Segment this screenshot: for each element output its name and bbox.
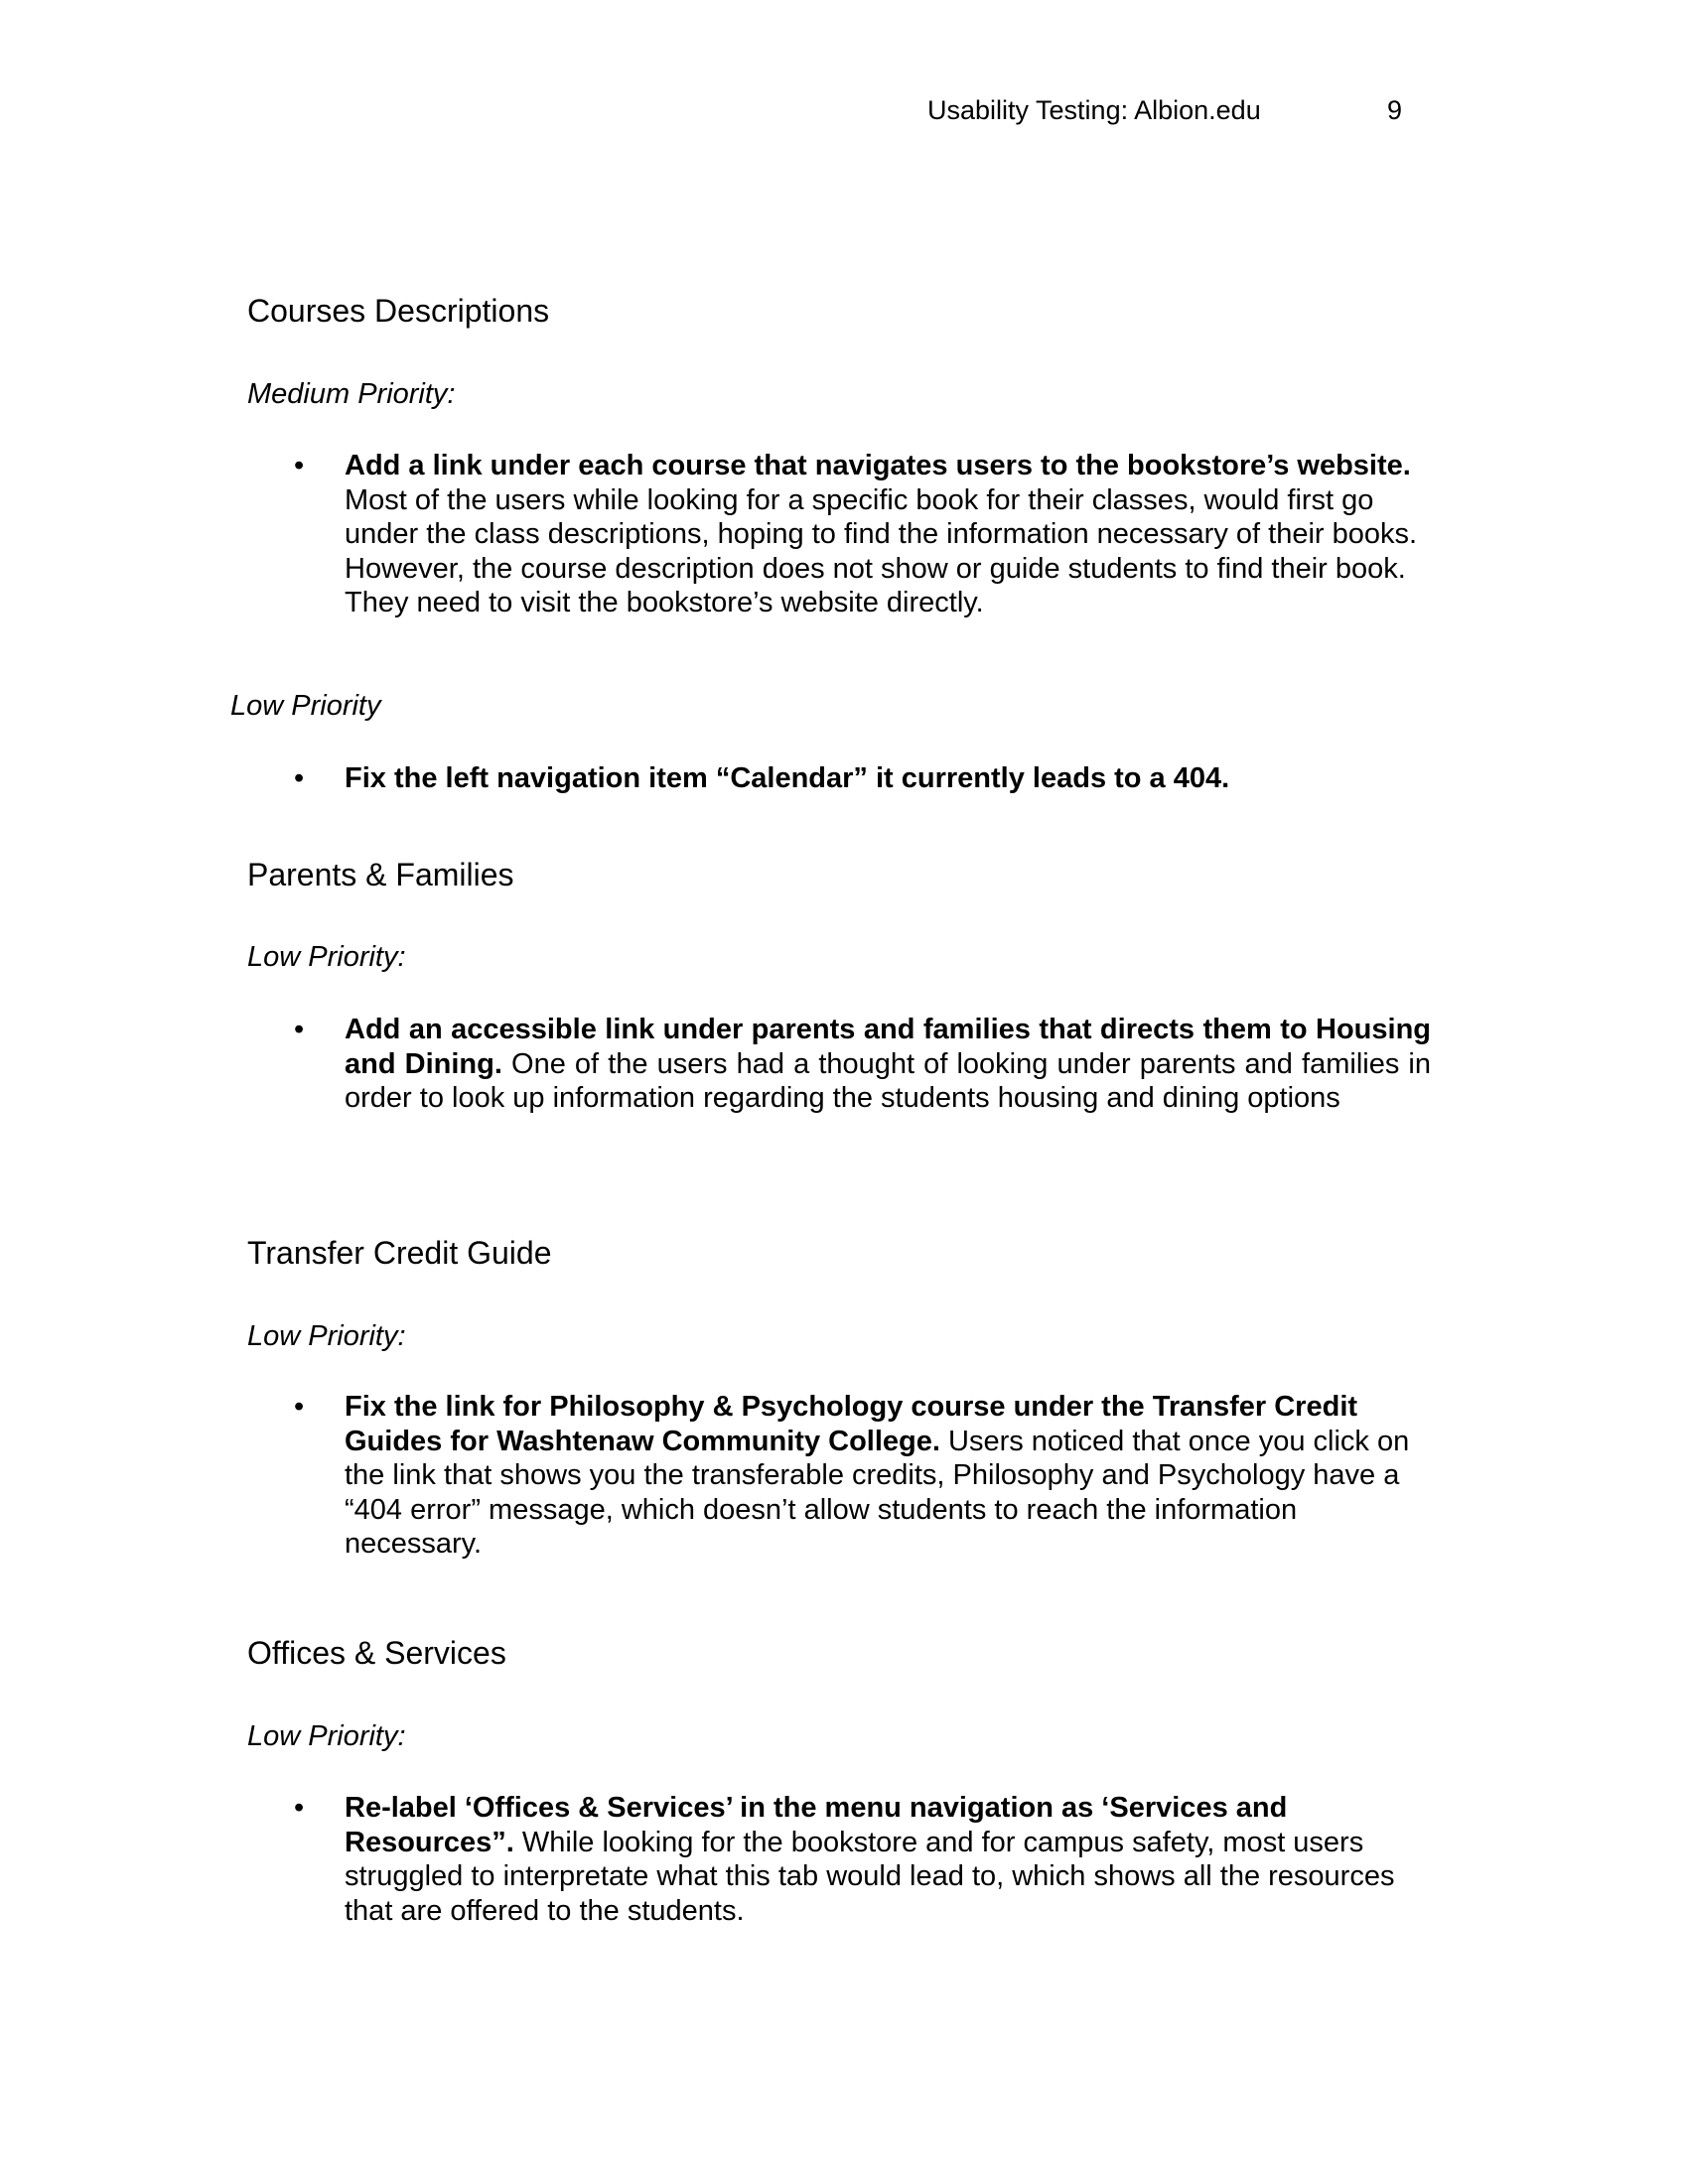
- priority-label: Low Priority: [230, 690, 381, 722]
- page-header: [0, 95, 1688, 135]
- recommendation-text: One of the users had a thought of looking under parents and families in order to look up information regarding the students housing and dining options: [345, 1047, 1431, 1114]
- priority-label: Low Priority:: [247, 941, 406, 973]
- recommendation-text: While looking for the bookstore and for campus safety, most users struggled to interpretate what this tab would lead to, which shows all the resources that are offered to the students.: [345, 1826, 1395, 1927]
- recommendation-bold: Fix the left navigation item “Calendar” it currently leads to a 404.: [345, 762, 1230, 794]
- section-heading: Courses Descriptions: [247, 293, 550, 329]
- recommendation-bold: Re-label ‘Offices & Services’ in the menu navigation as ‘Services and Resources”.: [345, 1792, 1288, 1858]
- bullet-icon: •: [294, 1014, 305, 1045]
- recommendation-bold: Add a link under each course that navigates users to the bookstore’s website.: [345, 450, 1411, 481]
- bullet-icon: •: [294, 1792, 305, 1824]
- section-heading: Offices & Services: [247, 1635, 506, 1671]
- recommendation-bold: Add an accessible link under parents and families that directs them to Housing and Dining.: [345, 1014, 1431, 1080]
- priority-label: Low Priority:: [247, 1320, 406, 1352]
- recommendation-bold: Fix the link for Philosophy & Psychology course under the Transfer Credit Guides for Washtenaw Community College.: [345, 1391, 1358, 1457]
- recommendation-text: Users noticed that once you click on the link that shows you the transferable credits, Philosophy and Psychology have a “404 error” message, which doesn’t allow students to reach the information necessary.: [345, 1425, 1410, 1560]
- priority-label: Medium Priority:: [247, 378, 456, 410]
- page-number: 9: [1387, 95, 1403, 125]
- priority-label: Low Priority:: [247, 1720, 406, 1752]
- bullet-icon: •: [294, 762, 305, 794]
- bullet-icon: •: [294, 1391, 305, 1423]
- header-title: Usability Testing: Albion.edu: [927, 95, 1261, 125]
- bullet-icon: •: [294, 450, 305, 481]
- section-heading: Transfer Credit Guide: [247, 1235, 552, 1271]
- section-heading: Parents & Families: [247, 857, 514, 892]
- recommendation-text: Most of the users while looking for a specific book for their classes, would first go under the class descriptions, hoping to find the information necessary of their books. However, the course description does not show or guide students to find their book. They need to visit the bookstore’s website directly.: [345, 483, 1418, 618]
